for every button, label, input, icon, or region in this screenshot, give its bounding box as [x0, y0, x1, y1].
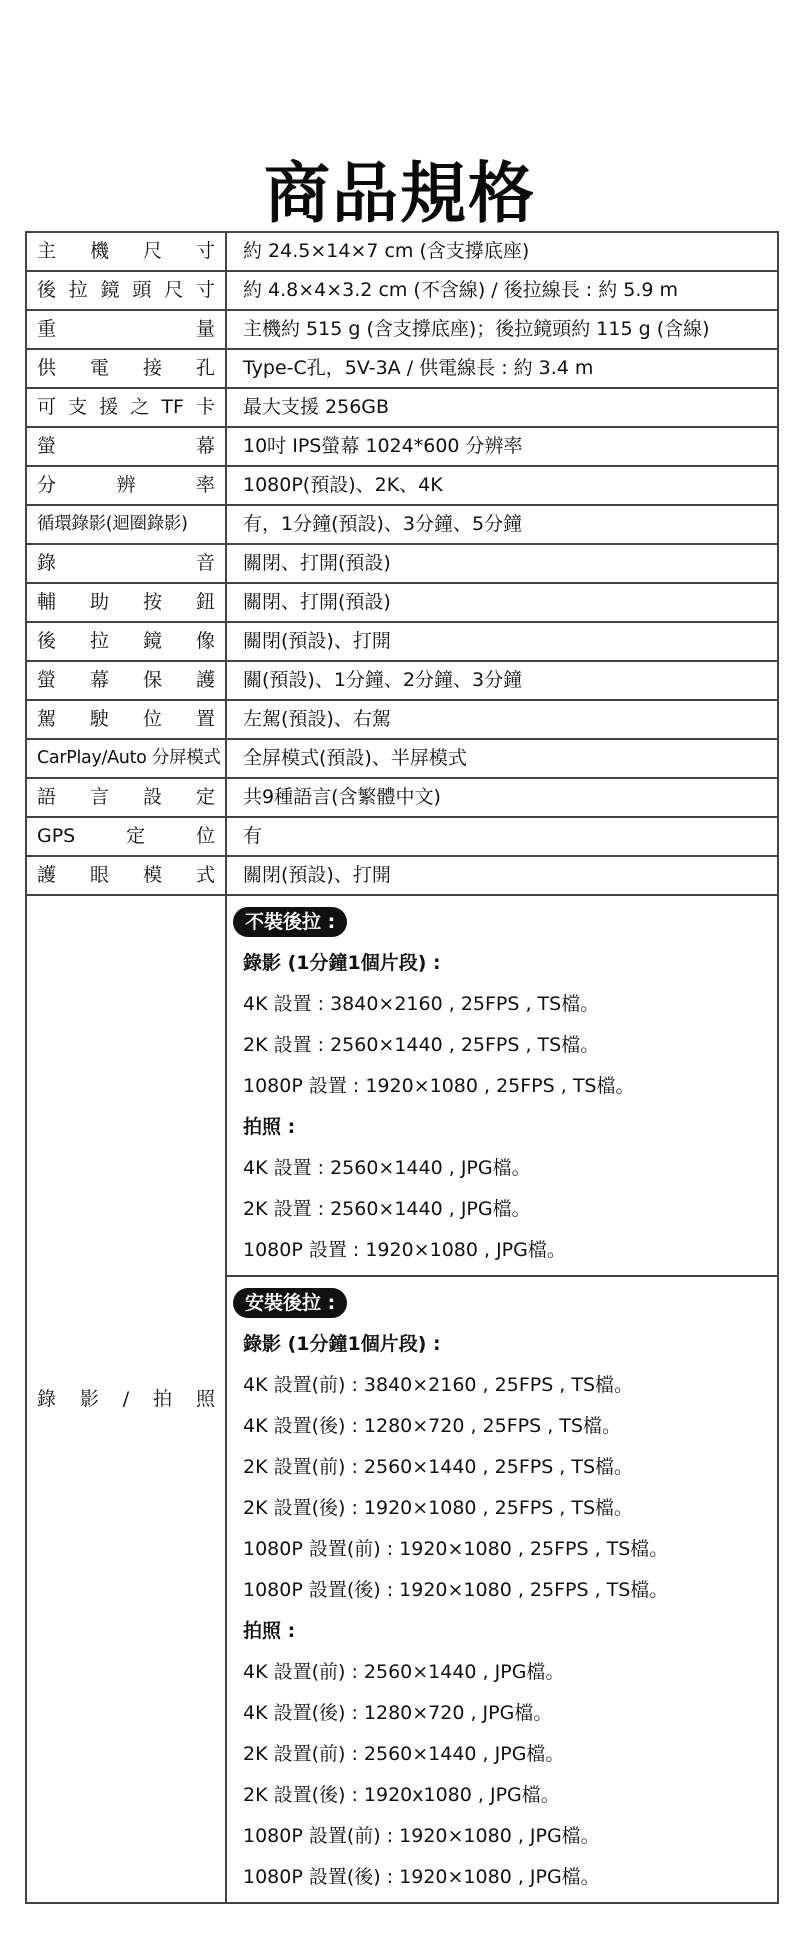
with-rear-badge: 安裝後拉 :: [233, 1288, 347, 1318]
table-row: [26, 544, 778, 583]
spec-line: 1080P 設置(後) : 1920×1080 , JPG檔。: [243, 1866, 600, 1888]
spec-value: 約 4.8×4×3.2 cm (不含線) / 後拉線長 : 約 5.9 m: [226, 271, 778, 310]
spec-line: 2K 設置(後) : 1920×1080 , 25FPS , TS檔。: [243, 1497, 634, 1519]
spec-label: 主機尺寸: [26, 232, 226, 271]
spec-line: 4K 設置(後) : 1280×720 , 25FPS , TS檔。: [243, 1415, 621, 1437]
spec-label: 分辨率: [26, 466, 226, 505]
table-row: [26, 622, 778, 661]
spec-value: 關閉(預設)、打開: [226, 856, 778, 895]
spec-label: 重量: [26, 310, 226, 349]
spec-value: 關閉、打開(預設): [226, 583, 778, 622]
spec-label: 輔助按鈕: [26, 583, 226, 622]
spec-label: 後拉鏡像: [26, 622, 226, 661]
spec-label: 護眼模式: [26, 856, 226, 895]
spec-value: 全屏模式(預設)、半屏模式: [226, 739, 778, 778]
spec-label: 螢幕保護: [26, 661, 226, 700]
spec-line: 4K 設置 : 3840×2160 , 25FPS , TS檔。: [243, 993, 600, 1015]
spec-line: 1080P 設置 : 1920×1080 , 25FPS , TS檔。: [243, 1075, 635, 1097]
spec-value: 主機約 515 g (含支撐底座)；後拉鏡頭約 115 g (含線): [226, 310, 778, 349]
spec-value: 約 24.5×14×7 cm (含支撐底座): [226, 232, 778, 271]
recording-spec-cell: [226, 895, 778, 1903]
video-heading: 錄影 (1分鐘1個片段) :: [243, 1333, 441, 1355]
with-rear-section: [227, 1275, 777, 1902]
spec-line: 2K 設置(後) : 1920x1080 , JPG檔。: [243, 1784, 560, 1806]
table-row: [26, 232, 778, 271]
spec-value: 最大支援 256GB: [226, 388, 778, 427]
spec-line: 2K 設置 : 2560×1440 , JPG檔。: [243, 1198, 531, 1220]
recording-row: [26, 895, 778, 1903]
no-rear-badge: 不裝後拉 :: [233, 907, 347, 937]
spec-line: 4K 設置(前) : 3840×2160 , 25FPS , TS檔。: [243, 1374, 634, 1396]
spec-label: 螢幕: [26, 427, 226, 466]
spec-value: 關閉、打開(預設): [226, 544, 778, 583]
spec-line: 4K 設置 : 2560×1440 , JPG檔。: [243, 1157, 531, 1179]
spec-table: [25, 231, 779, 1904]
spec-value: 1080P(預設)、2K、4K: [226, 466, 778, 505]
table-row: [26, 700, 778, 739]
spec-line: 4K 設置(後) : 1280×720 , JPG檔。: [243, 1702, 553, 1724]
table-row: [26, 388, 778, 427]
recording-label: 錄影/拍照: [26, 895, 226, 1903]
table-row: [26, 583, 778, 622]
spec-label: 錄音: [26, 544, 226, 583]
table-row: [26, 505, 778, 544]
spec-value: 關(預設)、1分鐘、2分鐘、3分鐘: [226, 661, 778, 700]
spec-label: 語言設定: [26, 778, 226, 817]
table-row: [26, 349, 778, 388]
spec-line: 2K 設置 : 2560×1440 , 25FPS , TS檔。: [243, 1034, 600, 1056]
table-row: [26, 661, 778, 700]
no-rear-section: [227, 896, 777, 1275]
spec-value: Type-C孔，5V-3A / 供電線長 : 約 3.4 m: [226, 349, 778, 388]
photo-heading: 拍照 :: [243, 1620, 296, 1642]
spec-line: 2K 設置(前) : 2560×1440 , JPG檔。: [243, 1743, 565, 1765]
table-row: [26, 778, 778, 817]
spec-value: 共9種語言(含繁體中文): [226, 778, 778, 817]
video-heading: 錄影 (1分鐘1個片段) :: [243, 952, 441, 974]
table-row: [26, 817, 778, 856]
table-row: [26, 856, 778, 895]
spec-line: 1080P 設置 : 1920×1080 , JPG檔。: [243, 1239, 566, 1261]
table-row: [26, 739, 778, 778]
photo-heading: 拍照 :: [243, 1116, 296, 1138]
spec-label: 可支援之TF卡: [26, 388, 226, 427]
spec-value: 左駕(預設)、右駕: [226, 700, 778, 739]
spec-label: GPS定位: [26, 817, 226, 856]
spec-table-body: [26, 232, 778, 1903]
table-row: [26, 427, 778, 466]
page-title: 商品規格: [264, 155, 536, 233]
spec-label: CarPlay/Auto 分屏模式: [26, 739, 226, 778]
spec-label: 駕駛位置: [26, 700, 226, 739]
spec-value: 有: [226, 817, 778, 856]
spec-label: 後拉鏡頭尺寸: [26, 271, 226, 310]
table-row: [26, 271, 778, 310]
spec-value: 10吋 IPS螢幕 1024*600 分辨率: [226, 427, 778, 466]
spec-line: 2K 設置(前) : 2560×1440 , 25FPS , TS檔。: [243, 1456, 634, 1478]
spec-line: 1080P 設置(前) : 1920×1080 , JPG檔。: [243, 1825, 600, 1847]
spec-label: 供電接孔: [26, 349, 226, 388]
spec-value: 關閉(預設)、打開: [226, 622, 778, 661]
spec-label: 循環錄影(迴圈錄影): [26, 505, 226, 544]
spec-line: 1080P 設置(前) : 1920×1080 , 25FPS , TS檔。: [243, 1538, 669, 1560]
spec-value: 有，1分鐘(預設)、3分鐘、5分鐘: [226, 505, 778, 544]
spec-line: 1080P 設置(後) : 1920×1080 , 25FPS , TS檔。: [243, 1579, 669, 1601]
table-row: [26, 466, 778, 505]
table-row: [26, 310, 778, 349]
spec-line: 4K 設置(前) : 2560×1440 , JPG檔。: [243, 1661, 565, 1683]
